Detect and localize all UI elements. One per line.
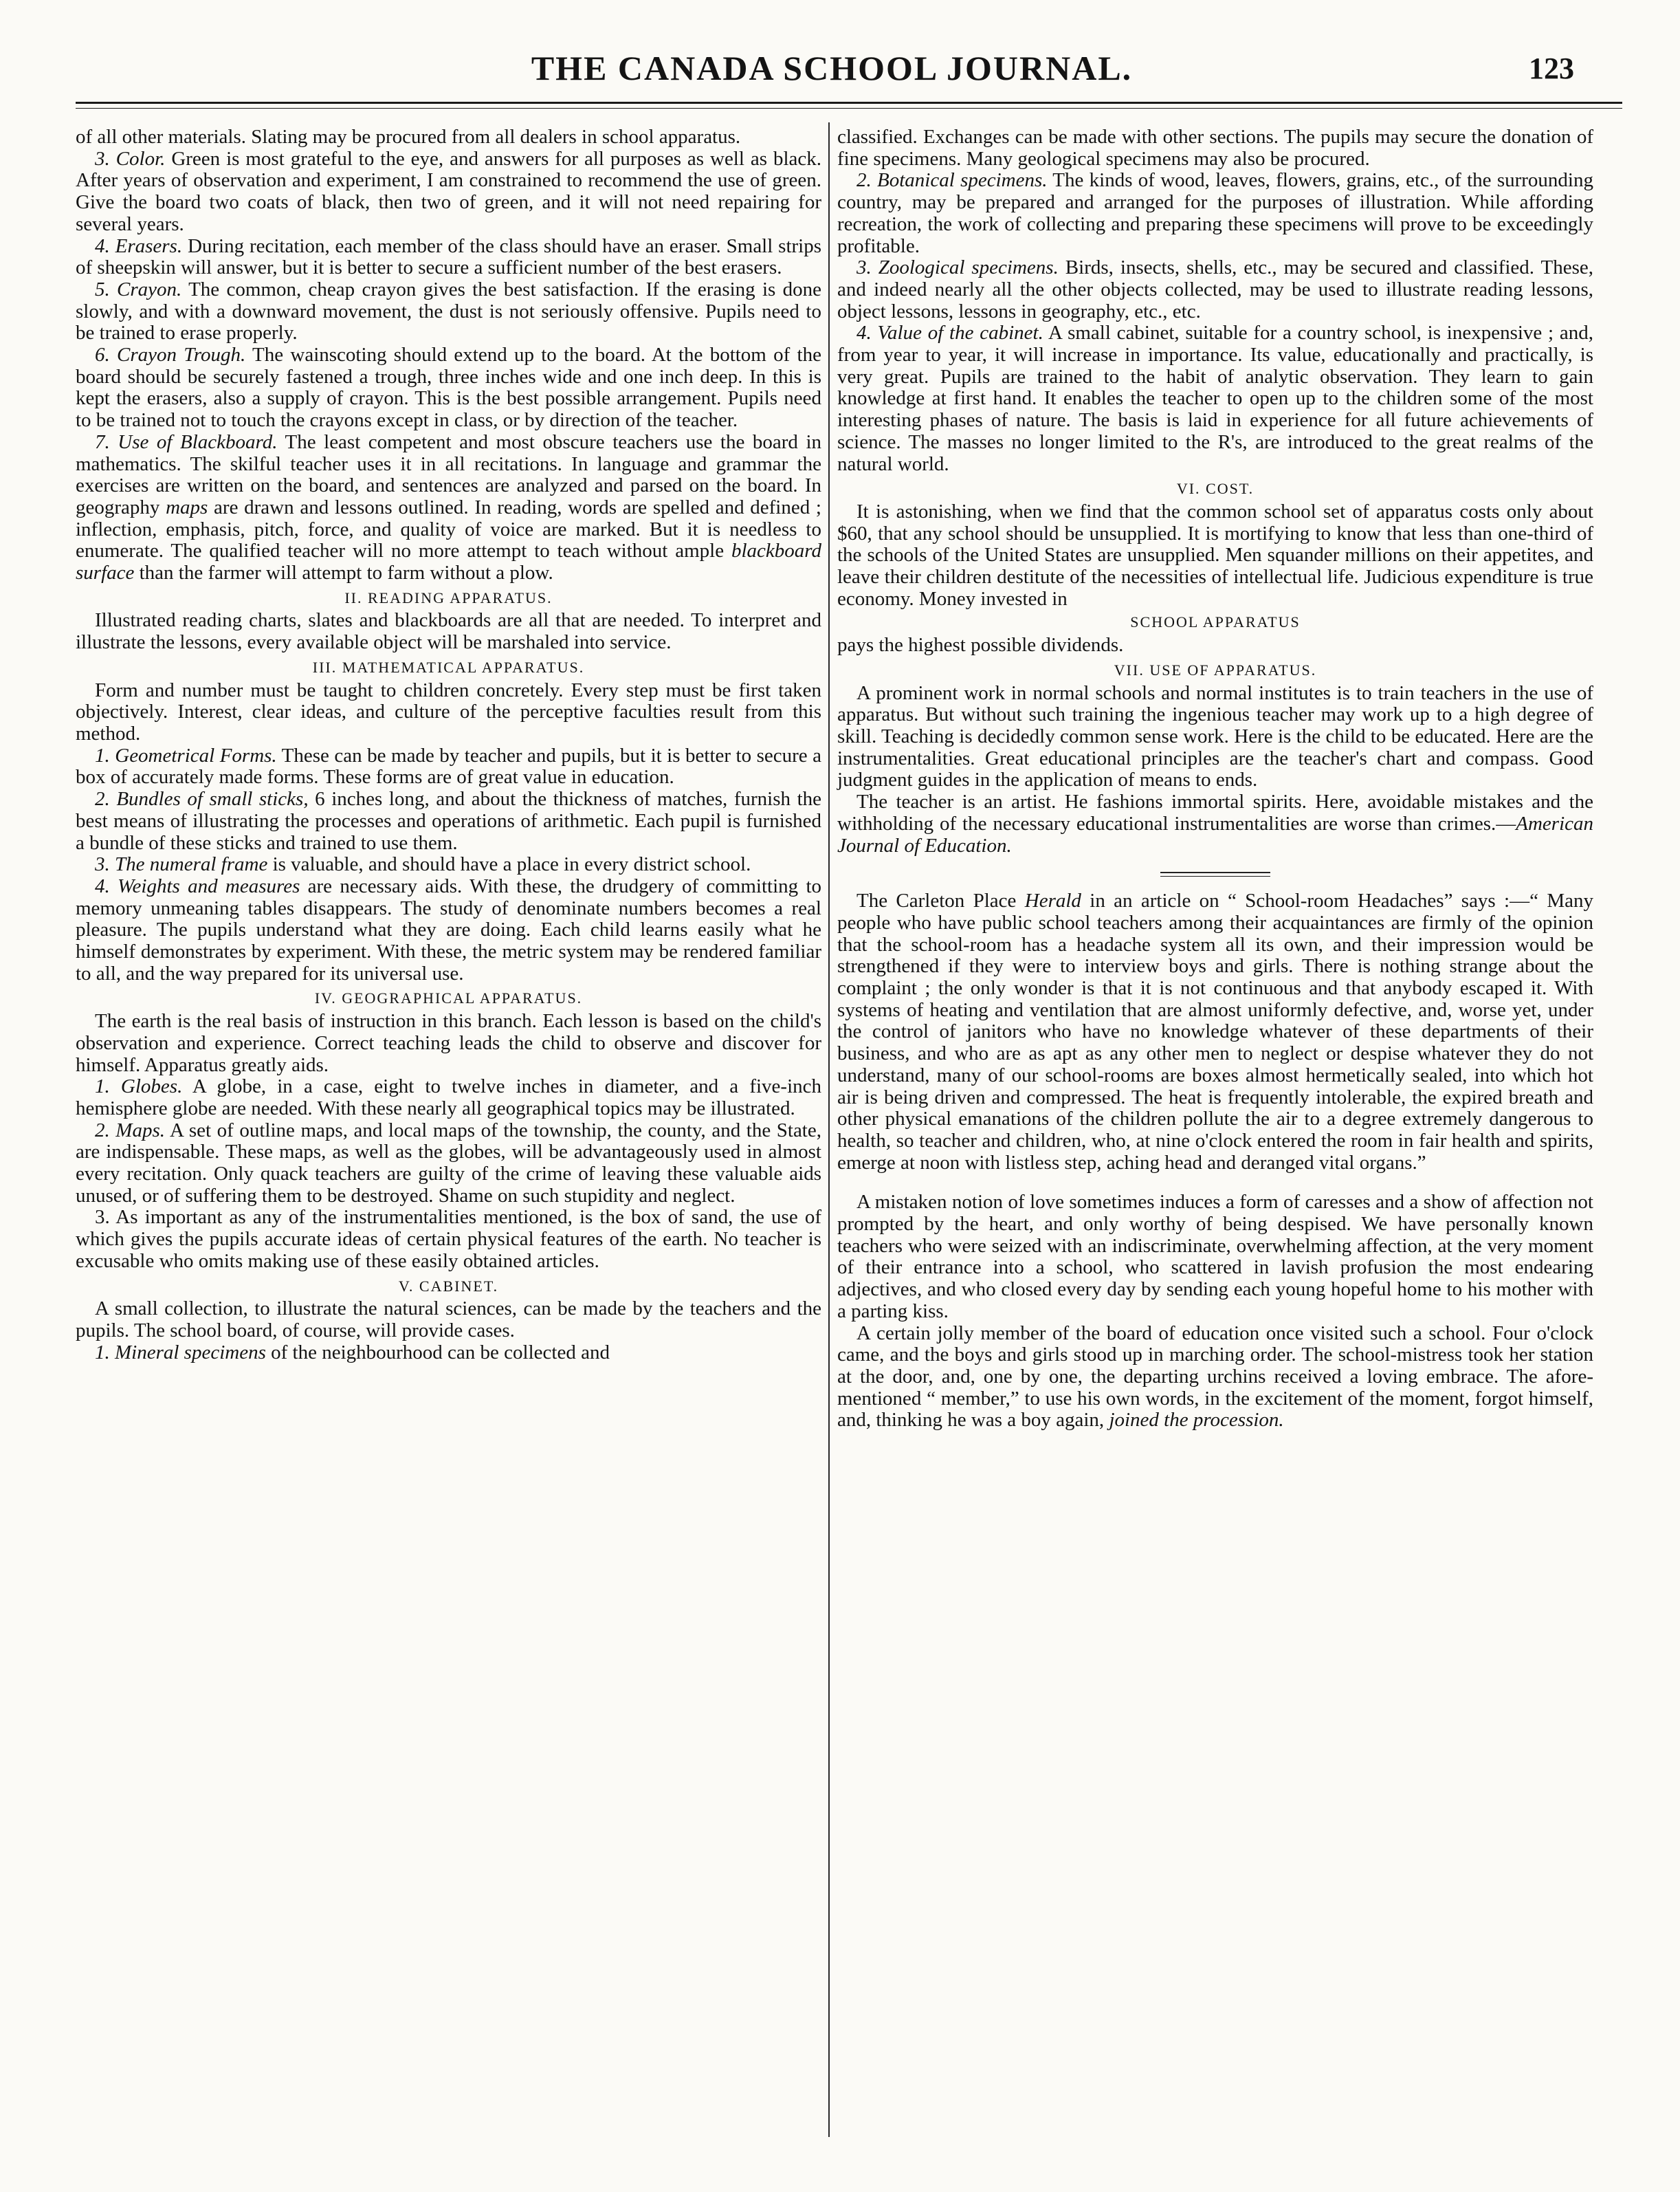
item-label: 7. Use of Blackboard. bbox=[95, 430, 278, 453]
item-label: 3. The numeral frame bbox=[95, 853, 268, 876]
item-label: 5. Crayon. bbox=[95, 278, 182, 300]
paragraph: 4. Weights and measures are necessary aids. With these, the drudgery of committing to memory unmeaning tables disappears. The study of denominate numbers becomes a real pleasure. The pupils understand what they are doing. Each child learns easily what he himself demonstrates by experiment. With these, the metric system may be rendered familiar to all, and the way prepared for its universal use. bbox=[76, 875, 822, 985]
section-heading: VI. COST. bbox=[1176, 480, 1255, 498]
page-number: 123 bbox=[1529, 52, 1574, 85]
paragraph: Illustrated reading charts, slates and blackboards are all that are needed. To interpret and illustrate the lessons, every available object will be marshaled into service. bbox=[76, 609, 821, 654]
column-divider bbox=[828, 122, 830, 2137]
paragraph: 3. The numeral frame is valuable, and should have a place in every district school. bbox=[95, 853, 751, 876]
paragraph: 4. Erasers. During recitation, each member of the class should have an eraser. Small strips of sheepskin will answer, but it is better to secure a sufficient number of the best erasers. bbox=[76, 234, 821, 279]
item-label: 4. Value of the cabinet. bbox=[856, 322, 1043, 344]
right-column bbox=[837, 127, 1593, 1432]
paragraph: 3. Color. Green is most grateful to the eye, and answers for all purposes as well as black. After years of observation and experiment, I am constrained to recommend the use of green. Give the board two coats of black, then two of green, and it will not need repairing for several years. bbox=[76, 147, 821, 235]
paragraph: 4. Value of the cabinet. A small cabinet, suitable for a country school, is inexpensive ; and, from year to year, it will increase in importance. Its value, educationally and practically, is very great. Pupils are trained to the habit of analytic observation. They learn to gain knowledge at first hand. It enables the teacher to open up to the children some of the most interesting phases of nature. The basis is laid in experience for all future achievements of science. The masses no longer limited to the R's, are introduced to the great realms of the natural world. bbox=[837, 322, 1593, 475]
school-apparatus-line: SCHOOL APPARATUS bbox=[1130, 613, 1301, 631]
section-heading: IV. GEOGRAPHICAL APPARATUS. bbox=[314, 989, 583, 1007]
paragraph: 1. Geometrical Forms. These can be made by teacher and pupils, but it is better to secure a box of accurately made forms. These forms are of great value in education. bbox=[76, 744, 822, 789]
paragraph: classified. Exchanges can be made with other sections. The pupils may secure the donation of fine specimens. Many geological specimens may also be procured. bbox=[837, 126, 1593, 170]
paragraph: 3. Zoological specimens. Birds, insects, shells, etc., may be secured and classified. These, and indeed nearly all the other objects collected, may be used to illustrate reading lessons, object lessons, lessons in geography, etc., etc. bbox=[837, 256, 1594, 322]
item-label: 2. Maps. bbox=[95, 1119, 166, 1141]
paragraph: 2. Bundles of small sticks, 6 inches long, and about the thickness of matches, furnish the best means of illustrating the processes and operations of arithmetic. Each pupil is furnished a bundle of these sticks and trained to use them. bbox=[76, 788, 821, 854]
paragraph: The Carleton Place Herald in an article on “ School-room Headaches” says :—“ Many people who have public school teachers among their acquaintances are firmly of the opinion that the school-room has a headache system all its own, and their impression would be strengthened if they were to interview boys and girls. There is nothing strange about the complaint ; the only wonder is that it is not continuous and that anybody escaped it. With systems of heating and ventilation that are almost uniformly defective, and, worse yet, under the control of janitors who have no knowledge whatever of these departments of their business, and who are as apt as any other men to neglect or despise whatever they do not understand, many of our school-rooms are boxes almost hermetically sealed, into which hot air is being driven and compressed. The heat is frequently intolerable, the expired breath and other physical emanations of the children pollute the air to a degree extremely dangerous to health, so teacher and children, who, at nine o'clock entered the room in fair health and spirits, emerge at noon with listless step, aching head and deranged vital organs.” bbox=[837, 890, 1593, 1174]
item-label: 2. Botanical specimens. bbox=[856, 169, 1048, 192]
page-header bbox=[76, 36, 1588, 98]
paragraph: The earth is the real basis of instruction in this branch. Each lesson is based on the child's observation and experience. Correct teaching leads the child to observe and discover for himself. Apparatus greatly aids. bbox=[76, 1010, 821, 1076]
item-label: 1. Globes. bbox=[95, 1075, 183, 1098]
section-heading: II. READING APPARATUS. bbox=[344, 589, 553, 606]
section-heading: VII. USE OF APPARATUS. bbox=[1114, 661, 1317, 679]
paragraph: 1. Globes. A globe, in a case, eight to twelve inches in diameter, and a five-inch hemisphere globe are needed. With these nearly all geographical topics may be illustrated. bbox=[76, 1075, 821, 1119]
paragraph: The teacher is an artist. He fashions immortal spirits. Here, avoidable mistakes and the withholding of the necessary educational instrumentalities are worse than crimes.—American Journal of Education. bbox=[837, 791, 1593, 857]
section-heading: III. MATHEMATICAL APPARATUS. bbox=[312, 658, 585, 676]
paragraph: Form and number must be taught to children concretely. Every step must be first taken objectively. Interest, clear ideas, and culture of the perceptive faculties result from this method. bbox=[76, 679, 821, 745]
paragraph: A certain jolly member of the board of education once visited such a school. Four o'clock came, and the boys and girls stood up in marching order. The school-mistress took her station at the door, and, one by one, the departing urchins received a loving embrace. The afore-mentioned “ member,” to use his own words, in the excitement of the moment, forgot himself, and, thinking he was a boy again, joined the procession. bbox=[837, 1322, 1593, 1432]
paragraph: It is astonishing, when we find that the common school set of apparatus costs only about $60, that any school should be unsupplied. It is mortifying to know that less than one-third of the schools of the United States are unsupplied. Men squander millions on their appetites, and leave their children destitute of the necessities of intellectual life. Judicious expenditure is true economy. Money invested in bbox=[837, 500, 1593, 610]
paragraph: A small collection, to illustrate the natural sciences, can be made by the teachers and the pupils. The school board, of course, will provide cases. bbox=[76, 1297, 821, 1341]
paragraph-gap bbox=[837, 1174, 1593, 1192]
source-citation: American Journal of Education. bbox=[837, 812, 1593, 857]
item-label: 3. Color. bbox=[95, 147, 166, 170]
paragraph: A mistaken notion of love sometimes induces a form of caresses and a show of affection not prompted by the heart, and only worthy of being despised. We have personally known teachers who were seized with an indiscriminate, overwhelming affection, at the very moment of their entrance into a school, who scattered in lavish profusion the most endearing adjectives, and who closed every day by sending each young hopeful home to his mother with a parting kiss. bbox=[837, 1191, 1593, 1322]
paragraph: of all other materials. Slating may be procured from all dealers in school apparatus. bbox=[76, 126, 741, 148]
paragraph: 3. As important as any of the instrumentalities mentioned, is the box of sand, the use of which gives the pupils accurate ideas of certain physical features of the earth. No teacher is excusable who omits making use of these easily obtained articles. bbox=[76, 1206, 821, 1272]
paragraph: pays the highest possible dividends. bbox=[837, 634, 1124, 657]
paragraph: 2. Botanical specimens. The kinds of wood, leaves, flowers, grains, etc., of the surrounding country, may be prepared and arranged for the purposes of illustration. While affording recreation, the work of collecting and preparing these specimens will prove to be exceedingly profitable. bbox=[837, 169, 1593, 257]
item-label: 3. Zoological specimens. bbox=[856, 256, 1059, 279]
left-column bbox=[76, 127, 821, 1363]
item-label: 6. Crayon Trough. bbox=[95, 344, 246, 366]
item-label: 4. Erasers. bbox=[95, 234, 183, 257]
paragraph: 2. Maps. A set of outline maps, and local maps of the township, the county, and the State, are indispensable. These maps, as well as the globes, will be advantageously used in almost every recitation. Only quack teachers are guilty of the crime of leaving these valuable aids unused, or of suffering them to be destroyed. Shame on such stupidity and neglect. bbox=[76, 1119, 821, 1207]
item-label: 4. Weights and measures bbox=[95, 875, 300, 897]
item-label: 2. Bundles of small sticks, bbox=[95, 788, 309, 811]
journal-title: THE CANADA SCHOOL JOURNAL. bbox=[531, 49, 1133, 87]
paragraph: 5. Crayon. The common, cheap crayon gives the best satisfaction. If the erasing is done slowly, and with a downward movement, the dust is not seriously offensive. Pupils need to be trained to erase properly. bbox=[76, 278, 821, 344]
paragraph: 1. Mineral specimens of the neighbourhood can be collected and bbox=[95, 1341, 610, 1363]
paragraph: A prominent work in normal schools and normal institutes is to train teachers in the use of apparatus. But without such training the ingenious teacher may work up to a high degree of skill. Teaching is decidedly common sense work. Here is the child to be educated. Here are the instrumentalities. Great educational principles are the teacher's chart and compass. Good judgment guides in the application of means to ends. bbox=[837, 681, 1593, 791]
header-rule bbox=[76, 102, 1622, 109]
section-heading: V. CABINET. bbox=[398, 1277, 499, 1295]
section-separator bbox=[1160, 872, 1270, 877]
paragraph: 7. Use of Blackboard. The least competent and most obscure teachers use the board in mathematics. The skilful teacher uses it in all recitations. In language and grammar the exercises are written on the board, and sentences are analyzed and parsed on the board. In geography maps are drawn and lessons outlined. In reading, words are spelled and defined ; inflection, emphasis, pitch, force, and quality of voice are marked. But it is needless to enumerate. The qualified teacher will no more attempt to teach without ample blackboard surface than the farmer will attempt to farm without a plow. bbox=[76, 430, 821, 584]
item-label: 1. Mineral specimens bbox=[95, 1341, 266, 1363]
paragraph: 6. Crayon Trough. The wainscoting should extend up to the board. At the bottom of the board should be securely fastened a trough, three inches wide and one inch deep. In this is kept the erasers, also a supply of crayon. This is the best possible arrangement. Pupils need to be trained not to touch the crayons except in class, or by direction of the teacher. bbox=[76, 344, 821, 432]
item-label: 1. Geometrical Forms. bbox=[95, 744, 277, 767]
